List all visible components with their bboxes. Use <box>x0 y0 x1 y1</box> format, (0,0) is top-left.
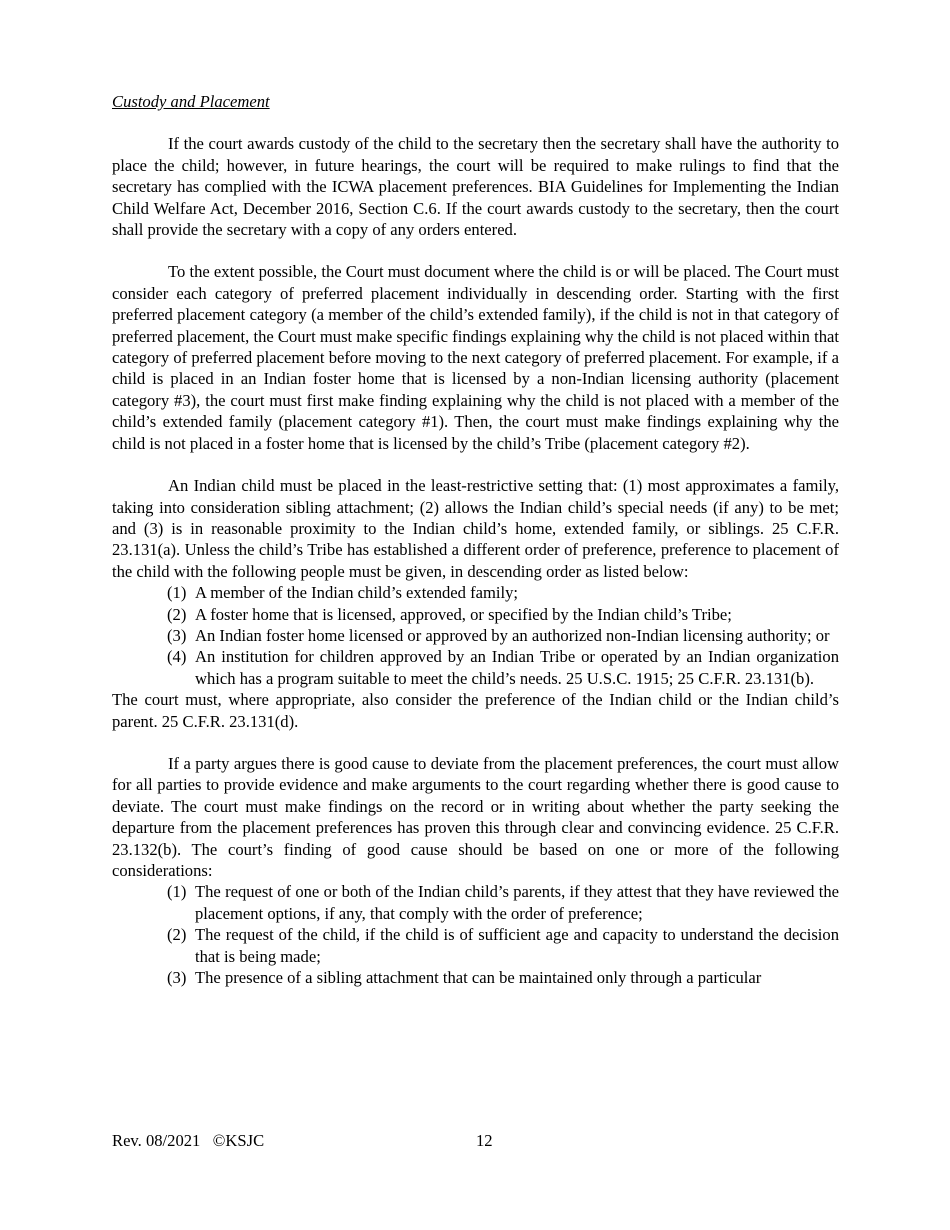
list-item <box>167 604 839 625</box>
list-item-text: A member of the Indian child’s extended family; <box>195 583 519 603</box>
list-item <box>167 967 839 988</box>
list-item <box>167 646 839 689</box>
paragraph-custody: If the court awards custody of the child to the secretary then the secretary shall have the authority to place the child; however, in future hearings, the court will be required to make rulings to find that the secretary has complied with the ICWA placement preferences. BIA Guidelines for Implementing the Indian Child Welfare Act, December 2016, Section C.6. If the court awards custody to the secretary, then the court shall provide the secretary with a copy of any orders entered. <box>112 134 839 240</box>
list-item <box>167 582 839 603</box>
paragraph-good-cause: If a party argues there is good cause to deviate from the placement preferences, the court must allow for all parties to provide evidence and make arguments to the court regarding whether there is good cause to deviate. The court must make findings on the record or in writing about whether the party seeking the departure from the placement preferences has proven this through clear and convincing evidence. 25 C.F.R. 23.132(b). The court’s finding of good cause should be based on one or more of the following considerations: <box>112 753 839 880</box>
good-cause-considerations-list <box>112 881 839 988</box>
list-item-text: An Indian foster home licensed or approved by an authorized non-Indian licensing authority; or <box>195 625 830 645</box>
list-item-number: (3) <box>167 625 187 645</box>
list-item-text: A foster home that is licensed, approved, or specified by the Indian child’s Tribe; <box>195 604 732 624</box>
list-item-text: The request of the child, if the child is of sufficient age and capacity to understand the decision that is being made; <box>195 925 839 966</box>
list-item-text: The presence of a sibling attachment that can be maintained only through a particular <box>195 968 762 988</box>
paragraph-least-restrictive: An Indian child must be placed in the least-restrictive setting that: (1) most approximates a family, taking into consideration sibling attachment; (2) allows the Indian child’s special needs (if any) to be met; and (3) is in reasonable proximity to the Indian child’s home, extended family, or siblings. 25 C.F.R. 23.131(a). Unless the child’s Tribe has established a different order of preference, preference to placement of the child with the following people must be given, in descending order as listed below: <box>112 476 839 581</box>
list-item-number: (4) <box>167 647 187 667</box>
list-item-number: (3) <box>167 968 187 988</box>
list-item <box>167 625 839 646</box>
placement-preference-list <box>112 582 839 689</box>
revision-label: Rev. 08/2021 ©KSJC <box>112 1131 265 1150</box>
section-heading: Custody and Placement <box>112 92 270 111</box>
list-item-text: The request of one or both of the Indian child’s parents, if they attest that they have reviewed the placement options, if any, that comply with the order of preference; <box>195 882 839 923</box>
paragraph-documentation: To the extent possible, the Court must document where the child is or will be placed. The Court must consider each category of preferred placement individually in descending order. Starting with the first preferred placement category (a member of the child’s extended family), if the child is not in that category of preferred placement, the Court must make specific findings explaining why the child is not placed within that category of preferred placement before moving to the next category of preferred placement. For example, if a child is placed in an Indian foster home that is licensed by a non-Indian licensing authority (placement category #3), the court must first make finding explaining why the child is not placed with a member of the child’s extended family (placement category #1). Then, the court must make findings explaining why the child is not placed in a foster home that is licensed by the child’s Tribe (placement category #2). <box>112 262 839 453</box>
page-footer <box>112 1130 839 1152</box>
list-item-number: (1) <box>167 583 187 603</box>
list-item <box>167 881 839 924</box>
page-content <box>112 91 839 988</box>
list-item-number: (1) <box>167 882 187 902</box>
page-number: 12 <box>476 1131 493 1150</box>
list-item-text: An institution for children approved by an Indian Tribe or operated by an Indian organization which has a program suitable to meet the child’s needs. 25 U.S.C. 1915; 25 C.F.R. 23.131(b). <box>195 647 839 688</box>
list-item-number: (2) <box>167 925 187 945</box>
list-item-number: (2) <box>167 604 187 624</box>
paragraph-child-preference: The court must, where appropriate, also consider the preference of the Indian child or the Indian child’s parent. 25 C.F.R. 23.131(d). <box>112 690 839 731</box>
list-item <box>167 924 839 967</box>
